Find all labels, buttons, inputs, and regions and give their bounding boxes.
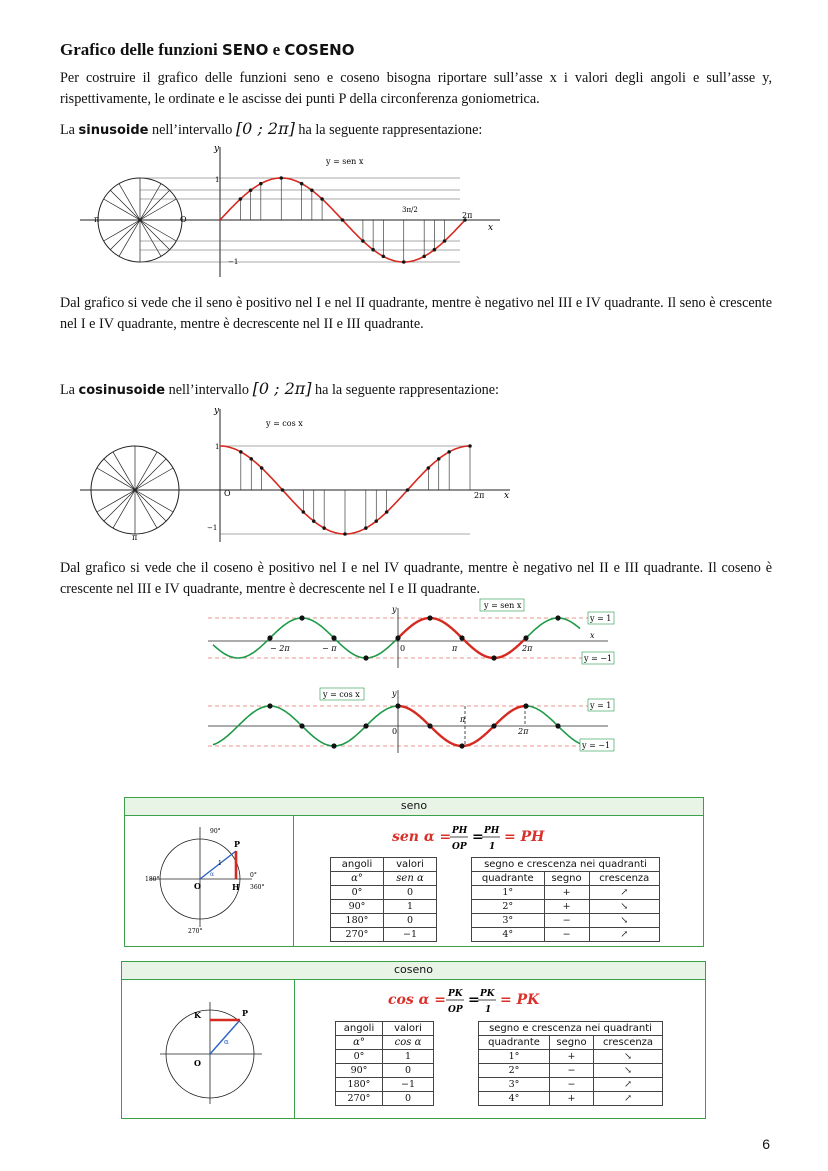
alpha: α [224, 1038, 229, 1046]
wave1-y1: y = 1 [590, 614, 612, 623]
table-cell: ↘ [594, 1064, 663, 1078]
sinusoid-intro [60, 118, 772, 141]
point-p: P [234, 839, 241, 849]
y-label: y [214, 406, 220, 416]
title-prefix: Grafico delle funzioni [60, 40, 222, 59]
title-seno: SENO [221, 41, 269, 59]
spacer [434, 1036, 479, 1050]
table-cell: + [544, 886, 589, 900]
cos-intro-mid: nell’intervallo [165, 382, 253, 398]
table-cell: ↗ [594, 1078, 663, 1092]
table-row [331, 900, 660, 914]
spacer [437, 872, 472, 886]
table-cell: + [550, 1092, 594, 1106]
wave1-pi: π [452, 644, 458, 653]
coseno-header: coseno [121, 961, 706, 980]
svg-text:= PH: = PH [504, 829, 545, 845]
table-cell: 90° [336, 1064, 383, 1078]
table-cell: −1 [384, 928, 437, 942]
label-pi: π [94, 215, 100, 224]
label-one: 1 [215, 176, 220, 184]
label-o: O [224, 489, 231, 498]
svg-text:= PK: = PK [500, 992, 540, 1008]
seno-table [330, 857, 660, 942]
svg-text:OP: OP [452, 842, 467, 852]
wave1-mpi: − π [322, 644, 337, 653]
svg-text:sen α =: sen α = [392, 829, 452, 845]
table-cell: 4° [472, 928, 545, 942]
sin-intro-mid: nell’intervallo [148, 122, 236, 138]
table-cell: 4° [479, 1092, 550, 1106]
sinusoid-word: sinusoide [78, 123, 149, 138]
wave1-label: y = sen x [484, 601, 522, 610]
table-cell: − [544, 914, 589, 928]
wave1-m2pi: − 2π [270, 644, 290, 653]
table-cell: 180° [331, 914, 384, 928]
table-cell: 270° [331, 928, 384, 942]
x-label: x [504, 491, 510, 501]
coseno-circle-diagram [150, 992, 290, 1114]
th-quadrante: quadrante [472, 872, 545, 886]
title-coseno: COSENO [284, 41, 355, 59]
table-cell: 3° [472, 914, 545, 928]
seno-header: seno [124, 797, 704, 816]
cosine-label: y = cos x [266, 419, 303, 428]
th-cos: cos α [383, 1036, 434, 1050]
table-cell: 2° [479, 1064, 550, 1078]
table-cell: 0° [331, 886, 384, 900]
table-cell: 0 [384, 886, 437, 900]
sine-wave-panel [208, 599, 614, 668]
table-row [331, 886, 660, 900]
intro-paragraph: Per costruire il grafico delle funzioni seno e coseno bisogna riportare sull’asse x i valori degli angoli e sull’asse y, rispettivamente, le ordinate e le ascisse dei punti P della circonferenza goniometrica. [60, 70, 772, 107]
th-valori: valori [384, 858, 437, 872]
spacer [437, 886, 472, 900]
label-o: O [180, 215, 187, 224]
table-row [336, 1064, 663, 1078]
svg-text:PH: PH [484, 826, 500, 836]
th-segno: segno e crescenza nei quadranti [479, 1022, 663, 1036]
radius-one: 1 [218, 860, 222, 867]
th-angoli: angoli [331, 858, 384, 872]
wave2-o: 0 [392, 727, 398, 736]
periodic-waves [208, 598, 618, 758]
label-pi: π [132, 533, 138, 542]
th-segno: segno e crescenza nei quadranti [472, 858, 660, 872]
point-o: O [194, 1058, 201, 1068]
point-k: K [194, 1010, 201, 1020]
sin-interval: [0 ; 2π] [235, 119, 295, 138]
cosine-wave-panel [208, 688, 614, 753]
alpha: α [210, 871, 215, 878]
th-angoli: angoli [336, 1022, 383, 1036]
wave1-x: x [590, 631, 595, 640]
sinusoid-graph [80, 142, 510, 282]
table-cell: 90° [331, 900, 384, 914]
svg-text:PH: PH [452, 826, 468, 836]
th-sen: sen α [384, 872, 437, 886]
label-two-pi: 2π [462, 211, 473, 220]
wave2-label: y = cos x [323, 690, 360, 699]
cosine-description: Dal grafico si vede che il coseno è positivo nel I e nel IV quadrante, mentre è negativo nel II e III quadrante. Il coseno è crescente nel III e IV quadrante, mentre è decrescente nel I e II quadrante. [60, 560, 772, 597]
coseno-formula [388, 985, 558, 1019]
table-cell: 0 [384, 914, 437, 928]
svg-text:OP: OP [448, 1005, 463, 1015]
label-three-pi-2: 3π/2 [402, 206, 418, 214]
d270: 270° [188, 928, 203, 935]
cos-interval: [0 ; 2π] [252, 379, 312, 398]
spacer [434, 1050, 479, 1064]
y-label: y [214, 144, 220, 154]
d360: 360° [250, 884, 265, 891]
spacer [434, 1064, 479, 1078]
table-cell: 0 [383, 1064, 434, 1078]
table-cell: 0 [383, 1092, 434, 1106]
svg-text:cos α =: cos α = [388, 992, 446, 1008]
cos-intro-la: La [60, 382, 79, 398]
label-minus-one: −1 [228, 258, 239, 266]
table-cell: ↗ [589, 886, 659, 900]
seno-formula [392, 822, 562, 856]
table-cell: ↗ [594, 1092, 663, 1106]
cosinusoid-word: cosinusoide [78, 383, 166, 398]
table-cell: 1° [479, 1050, 550, 1064]
wave2-ym1: y = −1 [582, 741, 611, 750]
table-cell: ↘ [594, 1050, 663, 1064]
table-cell: − [544, 928, 589, 942]
th-alpha: α° [336, 1036, 383, 1050]
wave2-two-pi: 2π [518, 727, 529, 736]
table-cell: 1 [383, 1050, 434, 1064]
th-crescenza: crescenza [594, 1036, 663, 1050]
sin-intro-end: ha la seguente rappresentazione: [294, 122, 483, 138]
wave2-y1: y = 1 [590, 701, 612, 710]
svg-text:=: = [468, 992, 480, 1008]
th-quadrante: quadrante [479, 1036, 550, 1050]
th-crescenza: crescenza [589, 872, 659, 886]
table-cell: 180° [336, 1078, 383, 1092]
wave1-o: 0 [400, 644, 406, 653]
th-segno-sub: segno [544, 872, 589, 886]
th-valori: valori [383, 1022, 434, 1036]
cos-intro-end: ha la seguente rappresentazione: [311, 382, 499, 398]
table-cell: ↘ [589, 914, 659, 928]
spacer [434, 1092, 479, 1106]
table-cell: 270° [336, 1092, 383, 1106]
wave2-y: y [392, 689, 397, 698]
point-h: H [232, 882, 240, 892]
point-p: P [242, 1008, 249, 1018]
svg-text:1: 1 [489, 842, 496, 852]
table-cell: 1 [384, 900, 437, 914]
page-number: 6 [762, 1136, 770, 1152]
page-title [60, 40, 355, 60]
table-cell: 3° [479, 1078, 550, 1092]
th-alpha: α° [331, 872, 384, 886]
table-cell: −1 [383, 1078, 434, 1092]
seno-circle-diagram [140, 823, 290, 943]
table-cell: − [550, 1078, 594, 1092]
table-row [336, 1078, 663, 1092]
table-cell: + [550, 1050, 594, 1064]
svg-text:PK: PK [480, 989, 495, 999]
sine-description: Dal grafico si vede che il seno è positivo nel I e nel II quadrante, mentre è negativo nel III e IV quadrante. Il seno è crescente nel I e IV quadrante, mentre è decrescente nel II e III quadrante. [60, 295, 772, 332]
wave1-two-pi: 2π [522, 644, 533, 653]
table-cell: ↗ [589, 928, 659, 942]
spacer [437, 914, 472, 928]
d180: 180° [145, 876, 160, 883]
sine-label: y = sen x [326, 157, 364, 166]
svg-text:=: = [472, 829, 484, 845]
d90: 90° [210, 828, 221, 835]
x-label: x [488, 223, 494, 233]
cosinusoid-graph [80, 404, 520, 546]
table-cell: − [550, 1064, 594, 1078]
svg-text:1: 1 [485, 1005, 492, 1015]
label-two-pi: 2π [474, 491, 485, 500]
wave2-pi: π [460, 715, 466, 724]
table-cell: 1° [472, 886, 545, 900]
table-row [336, 1092, 663, 1106]
label-one: 1 [215, 443, 220, 451]
table-row [331, 914, 660, 928]
spacer [434, 1078, 479, 1092]
spacer [437, 928, 472, 942]
coseno-table [335, 1021, 663, 1106]
label-minus-one: −1 [207, 524, 218, 532]
th-segno-sub: segno [550, 1036, 594, 1050]
title-e: e [268, 40, 285, 59]
cosinusoid-intro [60, 378, 772, 401]
table-row [336, 1050, 663, 1064]
table-cell: + [544, 900, 589, 914]
spacer [437, 900, 472, 914]
wave1-y: y [392, 605, 397, 614]
wave1-ym1: y = −1 [584, 654, 613, 663]
sin-intro-la: La [60, 122, 79, 138]
point-o: O [194, 881, 201, 891]
d0: 0° [250, 872, 257, 879]
table-cell: ↘ [589, 900, 659, 914]
table-cell: 2° [472, 900, 545, 914]
spacer [437, 858, 472, 872]
table-row [331, 928, 660, 942]
svg-text:PK: PK [448, 989, 463, 999]
table-cell: 0° [336, 1050, 383, 1064]
spacer [434, 1022, 479, 1036]
